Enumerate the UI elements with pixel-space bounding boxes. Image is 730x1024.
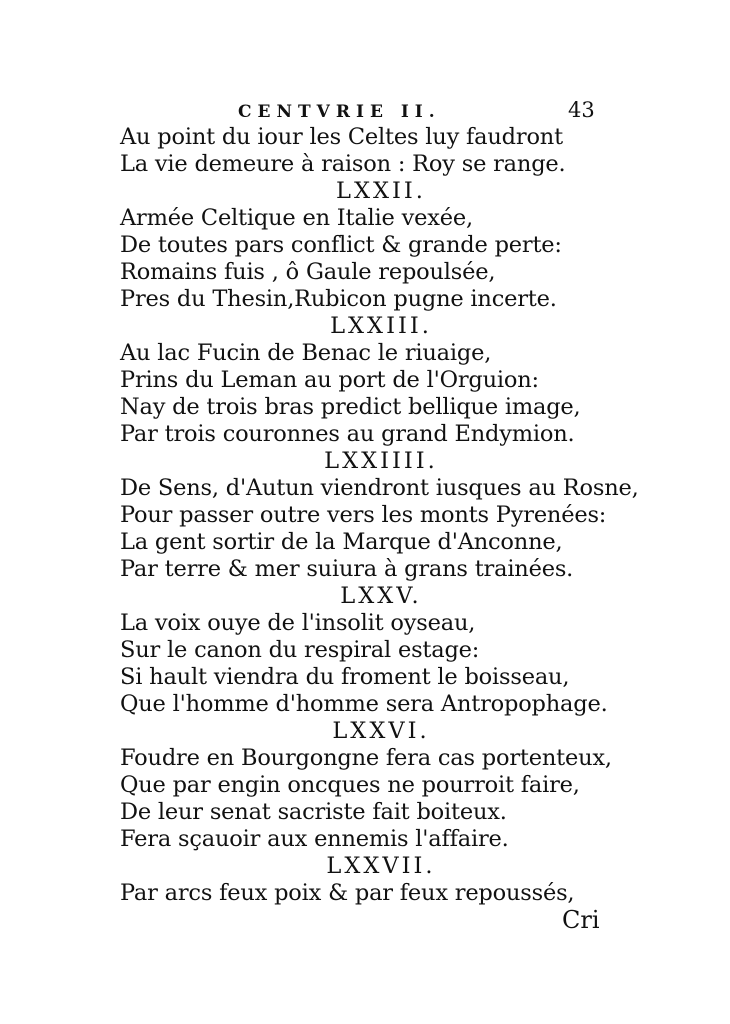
page-header: [0, 96, 730, 126]
quatrain-number: LXXIII.: [330, 313, 432, 339]
verse-line: Au lac Fucin de Benac le riuaige,: [120, 340, 492, 366]
verse-line: La voix ouye de l'insolit oyseau,: [120, 610, 476, 636]
verse-line: Nay de trois bras predict bellique image,: [120, 394, 581, 420]
verse-line: Fera sçauoir aux ennemis l'affaire.: [120, 826, 509, 852]
quatrain-number: LXXIIII.: [324, 448, 438, 474]
verse-line: Par trois couronnes au grand Endymion.: [120, 421, 575, 447]
quatrain-number: LXXVII.: [326, 853, 436, 879]
verse-line: De leur senat sacriste fait boiteux.: [120, 799, 507, 825]
verse-line: Prins du Leman au port de l'Orguion:: [120, 367, 539, 393]
verse-line: Si hault viendra du froment le boisseau,: [120, 664, 570, 690]
verse-line: Par terre & mer suiura à grans trainées.: [120, 556, 574, 582]
page-number: 43: [568, 98, 595, 122]
verse-line: Pour passer outre vers les monts Pyrenées:: [120, 502, 607, 528]
verse-line: De toutes pars conflict & grande perte:: [120, 232, 562, 258]
verse-line: Pres du Thesin,Rubicon pugne incerte.: [120, 286, 557, 312]
quatrain-number: LXXV.: [340, 583, 422, 609]
running-head: CENTVRIE II.: [238, 102, 441, 122]
quatrain-number: LXXII.: [336, 178, 426, 204]
verse-line: Que l'homme d'homme sera Antropophage.: [120, 691, 608, 717]
quatrain-number: LXXVI.: [332, 718, 430, 744]
catchword: Cri: [562, 906, 600, 934]
verse-line: Par arcs feux poix & par feux repoussés,: [120, 880, 575, 906]
verse-line: De Sens, d'Autun viendront iusques au Rosne,: [120, 475, 639, 501]
verse-line: La gent sortir de la Marque d'Anconne,: [120, 529, 563, 555]
verse-line: La vie demeure à raison : Roy se range.: [120, 151, 566, 177]
verse-line: Armée Celtique en Italie vexée,: [120, 205, 473, 231]
verse-line: Que par engin oncques ne pourroit faire,: [120, 772, 580, 798]
quatrain-text: [120, 124, 639, 907]
verse-line: Foudre en Bourgongne fera cas portenteux,: [120, 745, 612, 771]
verse-line: Romains fuis , ô Gaule repoulsée,: [120, 259, 496, 285]
verse-line: Sur le canon du respiral estage:: [120, 637, 480, 663]
verse-line: Au point du iour les Celtes luy faudront: [120, 124, 563, 150]
